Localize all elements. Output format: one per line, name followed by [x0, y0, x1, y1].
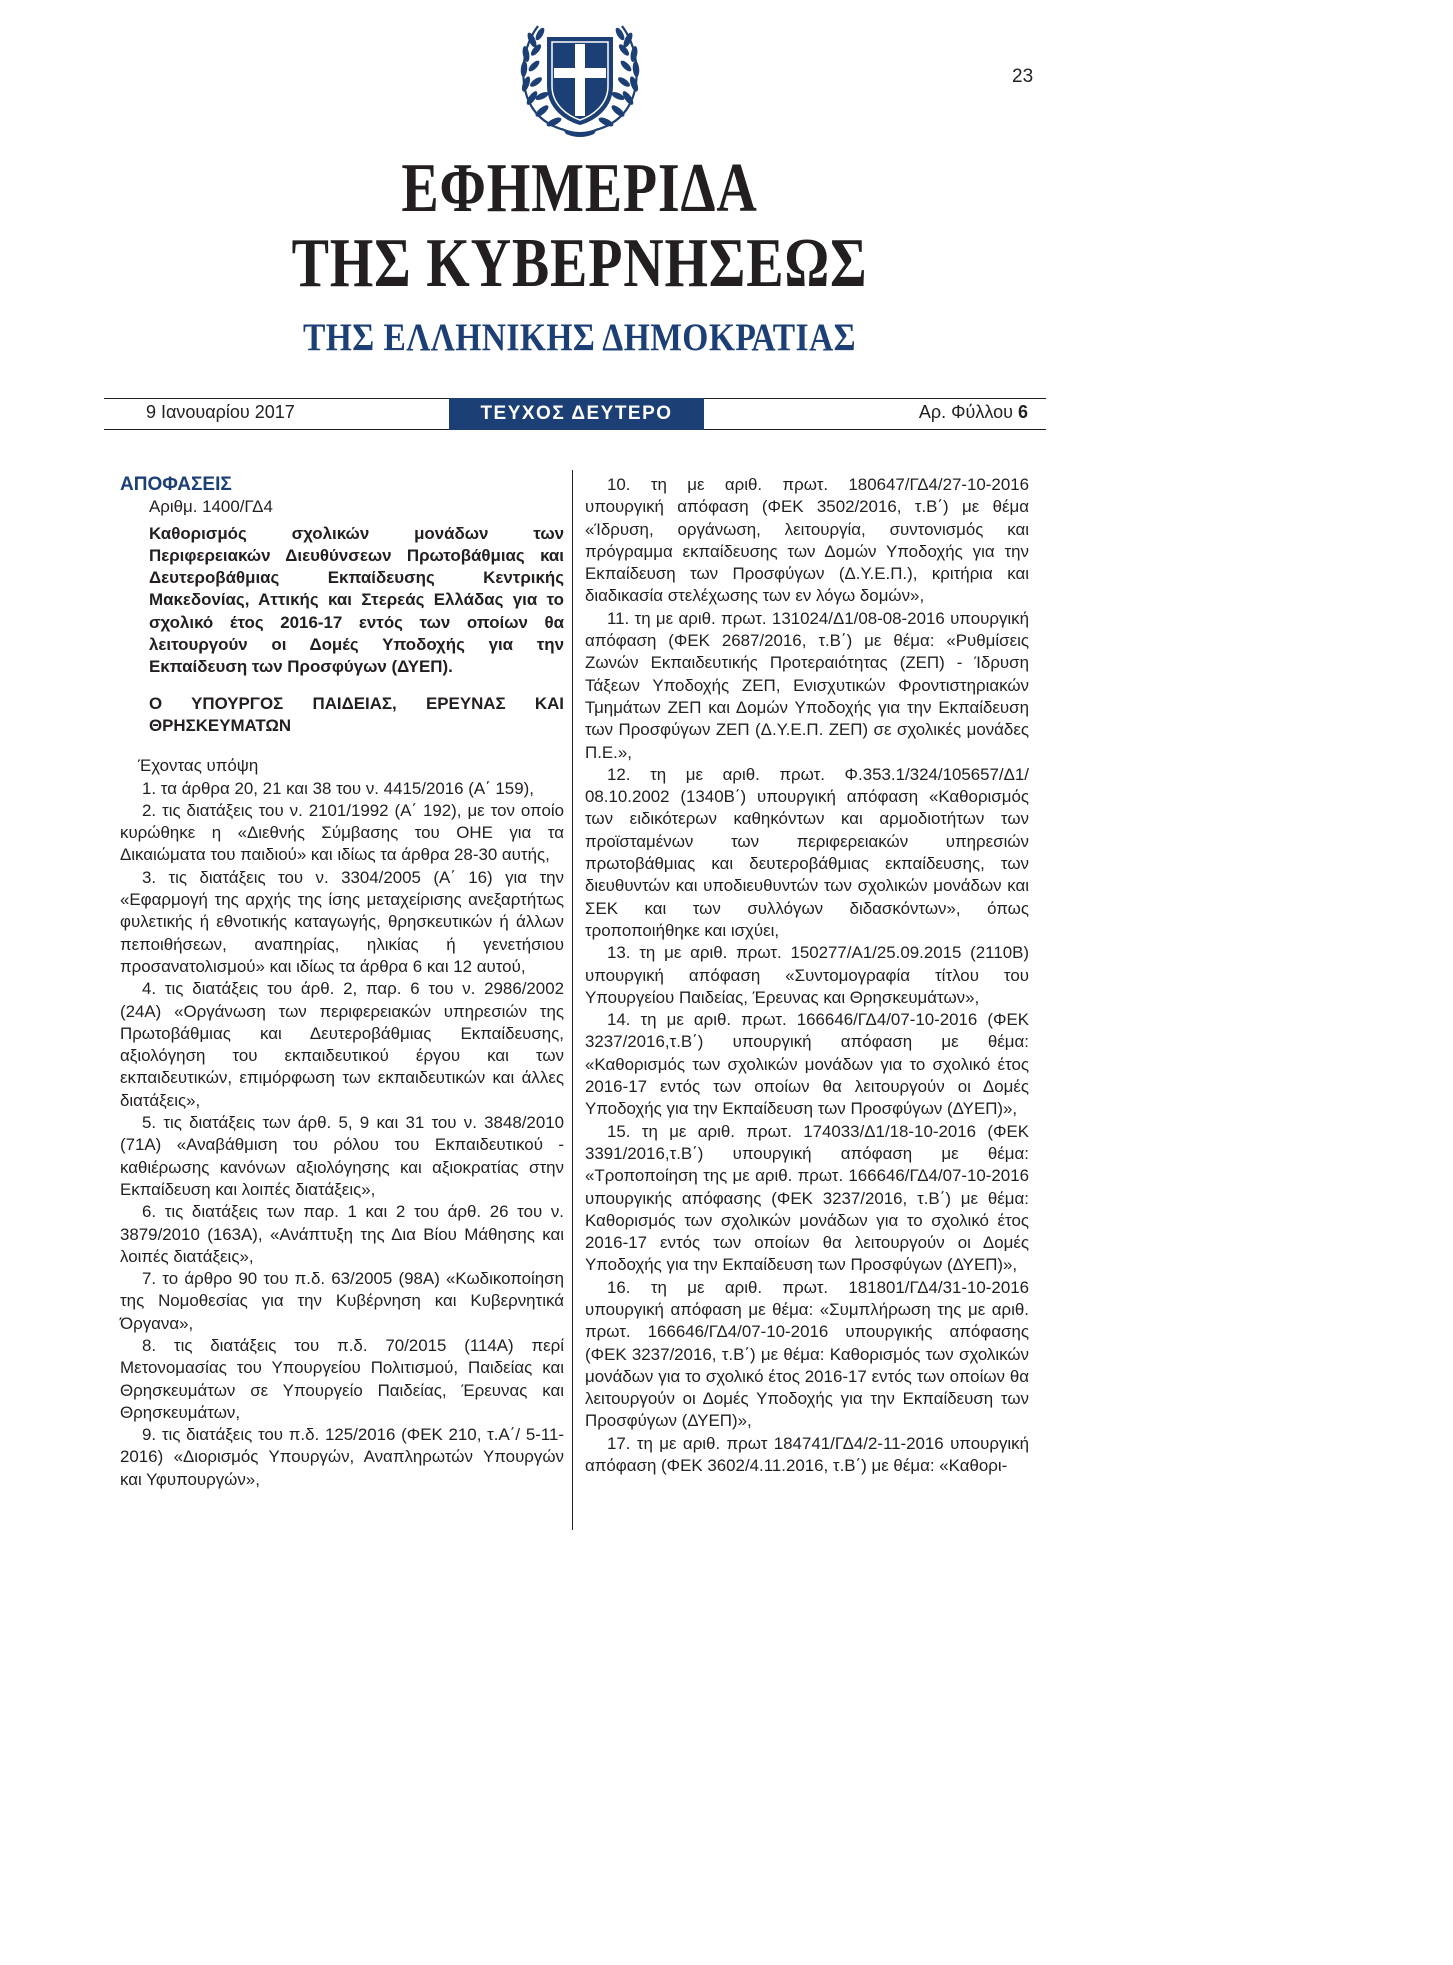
- gazette-title-line2: ΤΗΣ ΚΥΒΕΡΝΗΣΕΩΣ: [291, 225, 868, 302]
- recital-item: 1. τα άρθρα 20, 21 και 38 του ν. 4415/2016 (Α΄ 159),: [142, 778, 534, 798]
- issue-series: ΤΕΥΧΟΣ ΔΕΥΤΕΡΟ: [449, 398, 704, 430]
- recital-item: 14. τη με αριθ. πρωτ. 166646/ΓΔ4/07-10-2016 (ΦΕΚ 3237/2016,τ.Β΄) υπουργική απόφαση με θέμα: «Καθορισμός των σχολικών μονάδων για το σχολικό έτος 2016-17 εντός των οποίων θα λειτουργούν οι Δομές Υποδοχής για την Εκπαίδευση των Προσφύγων (ΔΥΕΠ)»,: [585, 1010, 1029, 1119]
- recital-item: 17. τη με αριθ. πρωτ 184741/ΓΔ4/2-11-2016 υπουργική απόφαση (ΦΕΚ 3602/4.11.2016, τ.Β΄) με θέμα: «Καθορι-: [585, 1433, 1029, 1476]
- issue-date: 9 Ιανουαρίου 2017: [146, 402, 295, 422]
- issue-bar: [104, 398, 1046, 430]
- left-column: [120, 474, 564, 1491]
- column-divider: [572, 470, 573, 1530]
- section-heading: ΑΠΟΦΑΣΕΙΣ: [120, 474, 232, 495]
- recital-item: 4. τις διατάξεις του άρθ. 2, παρ. 6 του ν. 2986/2002 (24Α) «Οργάνωση των περιφερειακών υπηρεσιών της Πρωτοβάθμιας και Δευτεροβάθμιας Εκπαίδευσης, αξιολόγηση του εκπαιδευτικού έργου και των εκπαιδευτικών, επιμόρφωση των εκπαιδευτικών και άλλες διατάξεις»,: [120, 979, 564, 1110]
- recital-item: 10. τη με αριθ. πρωτ. 180647/ΓΔ4/27-10-2016 υπουργική απόφαση (ΦΕΚ 3502/2016, τ.Β΄) με θέμα «Ίδρυση, οργάνωση, λειτουργία, συντονισμός και πρόγραμμα εκπαίδευσης των Δομών Υποδοχής για την Εκπαίδευση των Προσφύγων (Δ.Υ.Ε.Π.), κριτήρια και διαδικασία στελέχωσης των εν λόγω δομών»,: [585, 475, 1029, 606]
- right-column: [585, 474, 1029, 1477]
- minister-heading: Ο ΥΠΟΥΡΓΟΣ ΠΑΙΔΕΙΑΣ, ΕΡΕΥΝΑΣ ΚΑΙ ΘΡΗΣΚΕΥΜΑΤΩΝ: [149, 693, 564, 735]
- recital-item: 9. τις διατάξεις του π.δ. 125/2016 (ΦΕΚ 210, τ.Α΄/ 5-11-2016) «Διορισμός Υπουργών, Αναπληρωτών Υπουργών και Υφυπουργών»,: [120, 1425, 564, 1489]
- issue-sheet-label: Αρ. Φύλλου: [918, 402, 1013, 422]
- recital-item: 16. τη με αριθ. πρωτ. 181801/ΓΔ4/31-10-2016 υπουργική απόφαση με θέμα: «Συμπλήρωση της με αριθ. πρωτ. 166646/ΓΔ4/07-10-2016 υπουργικής απόφασης (ΦΕΚ 3237/2016, τ.Β΄) με θέμα: Καθορισμός των σχολικών μονάδων για το σχολικό έτος 2016-17 εντός των οποίων θα λειτουργούν οι Δομές Υποδοχής για την Εκπαίδευση των Προσφύγων (ΔΥΕΠ)»,: [585, 1277, 1029, 1431]
- having-regard: Έχοντας υπόψη: [138, 756, 259, 776]
- gazette-subtitle: ΤΗΣ ΕΛΛΗΝΙΚΗΣ ΔΗΜΟΚΡΑΤΙΑΣ: [302, 316, 857, 359]
- recital-item: 11. τη με αριθ. πρωτ. 131024/Δ1/08-08-2016 υπουργική απόφαση (ΦΕΚ 2687/2016, τ.Β΄) με θέμα: «Ρυθμίσεις Ζωνών Εκπαιδευτικής Προτεραιότητας (ΖΕΠ) - Ίδρυση Τάξεων Υποδοχής ΖΕΠ, Ενισχυτικών Φροντιστηριακών Τμημάτων ΖΕΠ και Δομών Υποδοχής για την Εκπαίδευση των Προσφύγων ΖΕΠ (Δ.Υ.Ε.Π. ΖΕΠ) σε σχολικές μονάδες Π.Ε.»,: [585, 608, 1029, 762]
- recital-item: 6. τις διατάξεις των παρ. 1 και 2 του άρθ. 26 του ν. 3879/2010 (163Α), «Ανάπτυξη της Δια Βίου Μάθησης και λοιπές διατάξεις»,: [120, 1202, 564, 1266]
- decision-title: Καθορισμός σχολικών μονάδων των Περιφερειακών Διευθύνσεων Πρωτοβάθμιας και Δευτεροβάθμιας Εκπαίδευσης Κεντρικής Μακεδονίας, Αττικής και Στερεάς Ελλάδας για το σχολικό έτος 2016-17 εντός των οποίων θα λειτουργούν οι Δομές Υποδοχής για την Εκπαίδευση των Προσφύγων (ΔΥΕΠ).: [149, 523, 564, 677]
- recital-item: 13. τη με αριθ. πρωτ. 150277/Α1/25.09.2015 (2110Β) υπουργική απόφαση «Συντομογραφία τίτλου του Υπουργείου Παιδείας, Έρευνας και Θρησκευμάτων»,: [585, 943, 1029, 1007]
- recital-item: 3. τις διατάξεις του ν. 3304/2005 (Α΄ 16) για την «Εφαρμογή της αρχής της ίσης μεταχείρισης ανεξαρτήτως φυλετικής ή εθνοτικής καταγωγής, θρησκευτικών ή άλλων πεποιθήσεων, αναπηρίας, ηλικίας ή γενετήσιου προσανατολισμού» και ιδίως τα άρθρα 6 και 12 αυτού,: [120, 867, 564, 976]
- greek-coat-of-arms-icon: [502, 12, 658, 137]
- recital-item: 2. τις διατάξεις του ν. 2101/1992 (Α΄ 192), με τον οποίο κυρώθηκε η «Διεθνής Σύμβασης του ΟΗΕ για τα Δικαιώματα του παιδιού» και ιδίως τα άρθρα 28-30 αυτής,: [120, 800, 564, 865]
- recital-item: 12. τη με αριθ. πρωτ. Φ.353.1/324/105657/Δ1/ 08.10.2002 (1340Β΄) υπουργική απόφαση «Καθορισμός των ειδικότερων καθηκόντων και αρμοδιοτήτων των προϊσταμένων των περιφερειακών υπηρεσιών πρωτοβάθμιας και δευτεροβάθμιας εκπαίδευσης, των διευθυντών και υποδιευθυντών των σχολικών μονάδων και ΣΕΚ και των συλλόγων διδασκόντων», όπως τροποποιήθηκε και ισχύει,: [585, 764, 1029, 940]
- issue-sheet-number: [919, 402, 1028, 423]
- recital-item: 8. τις διατάξεις του π.δ. 70/2015 (114Α) περί Μετονομασίας του Υπουργείου Πολιτισμού, Παιδείας και Θρησκευμάτων σε Υπουργείο Παιδείας, Έρευνας και Θρησκευμάτων,: [120, 1335, 564, 1422]
- issue-sheet-value: 6: [1017, 402, 1028, 422]
- decision-number: Αριθμ. 1400/ΓΔ4: [149, 497, 273, 517]
- recital-item: 15. τη με αριθ. πρωτ. 174033/Δ1/18-10-2016 (ΦΕΚ 3391/2016,τ.Β΄) υπουργική απόφαση με θέμα: «Τροποποίηση της με αριθ. πρωτ. 166646/ΓΔ4/07-10-2016 υπουργικής απόφασης (ΦΕΚ 3237/2016, τ.Β΄) με θέμα: Καθορισμός των σχολικών μονάδων για το σχολικό έτος 2016-17 εντός των οποίων θα λειτουργούν οι Δομές Υποδοχής για την Εκπαίδευση των Προσφύγων (ΔΥΕΠ)»,: [585, 1121, 1029, 1275]
- recital-item: 5. τις διατάξεις των άρθ. 5, 9 και 31 του ν. 3848/2010 (71Α) «Αναβάθμιση του ρόλου του Εκπαιδευτικού - καθιέρωσης κανόνων αξιολόγησης και αξιοκρατίας στην Εκπαίδευση και λοιπές διατάξεις»,: [120, 1113, 564, 1199]
- gazette-title-line1: ΕΦΗΜΕΡΙΔΑ: [401, 150, 758, 227]
- page-number: 23: [1012, 66, 1034, 87]
- recital-item: 7. το άρθρο 90 του π.δ. 63/2005 (98Α) «Κωδικοποίηση της Νομοθεσίας για την Κυβέρνηση και Κυβερνητικά Όργανα»,: [120, 1269, 564, 1333]
